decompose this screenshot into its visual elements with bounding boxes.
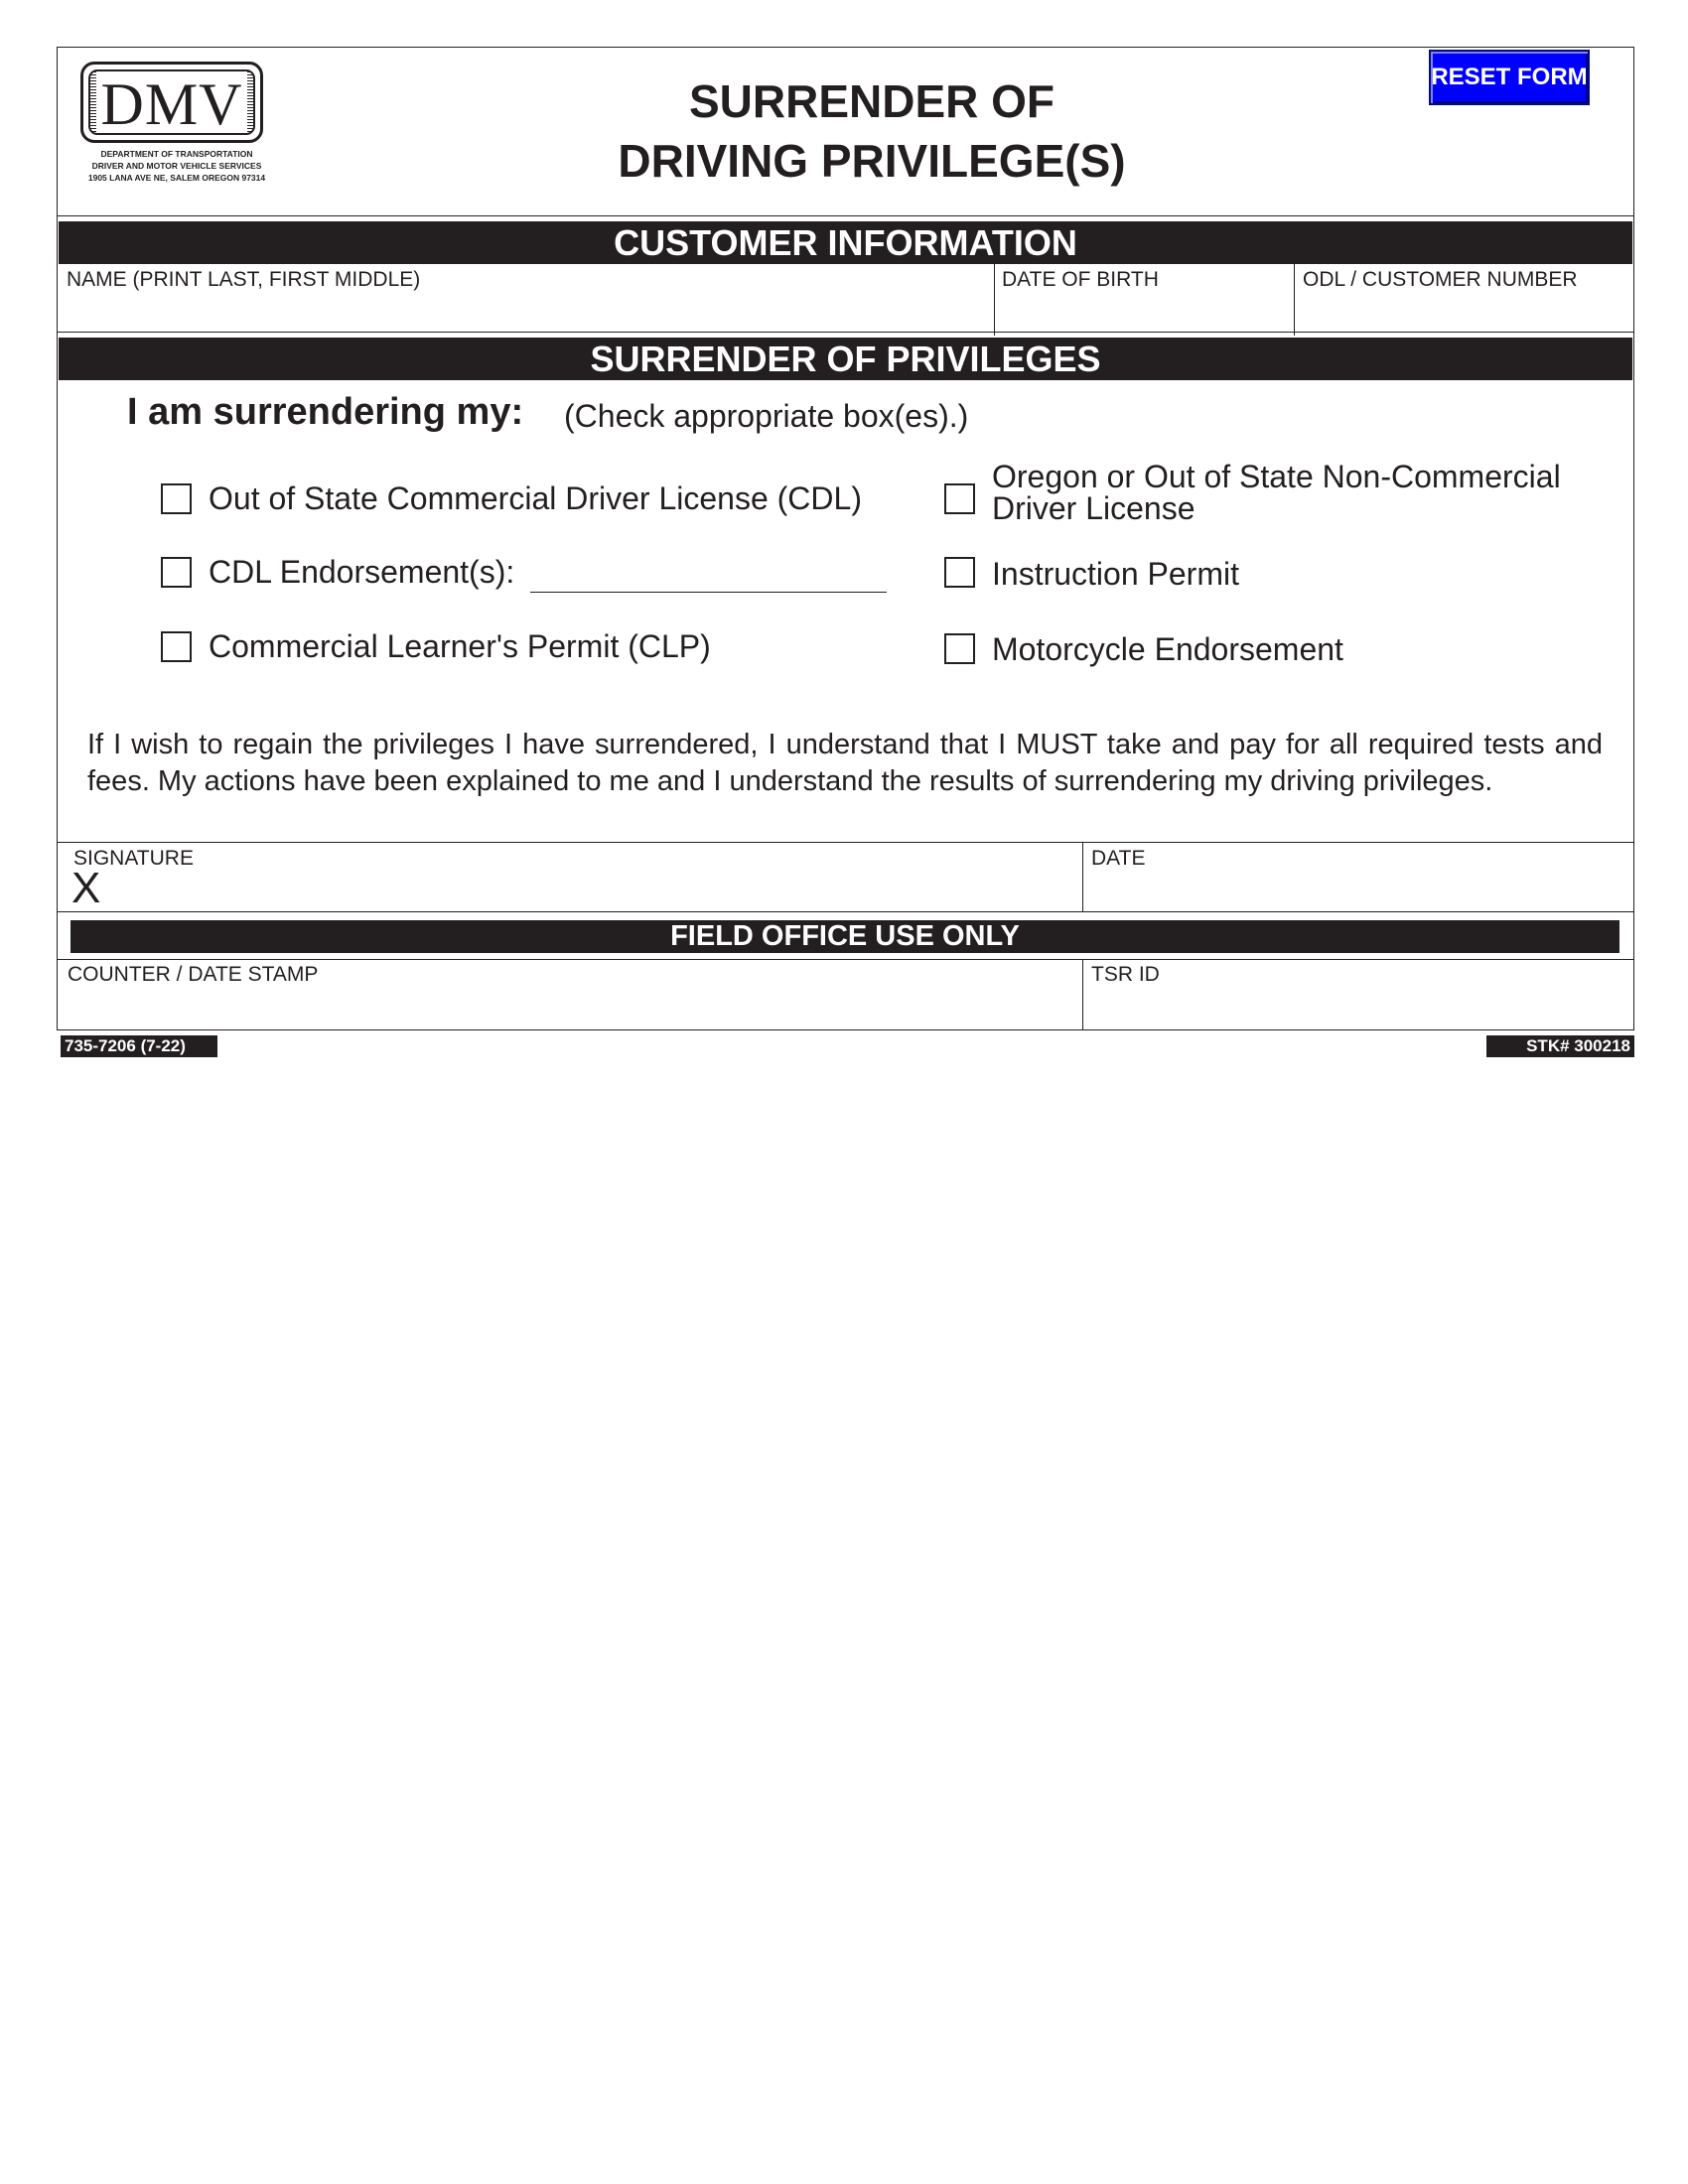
date-of-birth-label: DATE OF BIRTH <box>1002 268 1159 291</box>
acknowledgement-statement: If I wish to regain the privileges I have surrendered, I understand that I MUST take and pay for all required tests and fees. My actions have been explained to me and I understand the results of surrendering my driving privileges. <box>87 729 1603 797</box>
dmv-logo <box>80 62 263 143</box>
divider <box>58 332 1633 333</box>
reset-form-button[interactable]: RESET FORM <box>1429 50 1590 105</box>
non-commercial-license-option-label <box>992 461 1561 524</box>
title-line-2: DRIVING PRIVILEGE(S) <box>618 135 1126 187</box>
signature-label: SIGNATURE <box>73 847 194 870</box>
instruction-permit-checkbox[interactable] <box>944 557 975 588</box>
stock-number: STK# 300218 <box>1486 1035 1634 1057</box>
surrendering-lead: I am surrendering my: <box>127 391 524 433</box>
dept-line-1: DEPARTMENT OF TRANSPORTATION <box>100 149 253 159</box>
cdl-endorsement-checkbox[interactable] <box>161 557 192 588</box>
dept-line-3: 1905 LANA AVE NE, SALEM OREGON 97314 <box>87 173 266 183</box>
surrender-of-privileges-heading: SURRENDER OF PRIVILEGES <box>59 338 1632 380</box>
divider <box>1082 959 1083 1029</box>
signature-x-mark: X <box>71 864 101 912</box>
motorcycle-endorsement-option-label: Motorcycle Endorsement <box>992 631 1343 667</box>
field-office-use-only-heading: FIELD OFFICE USE ONLY <box>70 920 1619 953</box>
dept-line-2: DRIVER AND MOTOR VEHICLE SERVICES <box>91 161 262 171</box>
page-title <box>475 71 1269 191</box>
non-commercial-license-checkbox[interactable] <box>944 483 975 514</box>
non-commercial-license-label-line-2: Driver License <box>992 490 1196 526</box>
name-field[interactable] <box>64 292 987 332</box>
customer-information-heading: CUSTOMER INFORMATION <box>59 221 1632 264</box>
divider <box>994 264 995 336</box>
form-number: 735-7206 (7-22) <box>61 1035 217 1057</box>
instruction-permit-option-label: Instruction Permit <box>992 556 1239 592</box>
divider <box>1082 842 1083 911</box>
divider <box>58 911 1633 912</box>
name-label: NAME (PRINT LAST, FIRST MIDDLE) <box>67 268 421 291</box>
check-instruction: (Check appropriate box(es).) <box>564 398 969 434</box>
motorcycle-endorsement-checkbox[interactable] <box>944 633 975 664</box>
odl-customer-number-label: ODL / CUSTOMER NUMBER <box>1303 268 1578 291</box>
cdl-endorsement-input[interactable] <box>530 556 887 593</box>
cdl-endorsement-option-label: CDL Endorsement(s): <box>209 554 515 590</box>
date-field[interactable] <box>1088 872 1624 909</box>
dmv-logo-text: DMV <box>96 71 246 135</box>
tsr-id-field[interactable] <box>1088 987 1624 1024</box>
clp-option-label: Commercial Learner's Permit (CLP) <box>209 628 711 664</box>
divider <box>58 959 1633 960</box>
odl-customer-number-field[interactable] <box>1299 292 1626 332</box>
date-of-birth-field[interactable] <box>999 292 1292 332</box>
divider <box>58 215 1633 216</box>
clp-checkbox[interactable] <box>161 631 192 662</box>
date-label: DATE <box>1091 847 1146 870</box>
divider <box>58 842 1633 843</box>
non-commercial-license-label-line-1: Oregon or Out of State Non-Commercial <box>992 459 1561 494</box>
form-frame <box>57 47 1634 1030</box>
title-line-1: SURRENDER OF <box>688 75 1055 127</box>
tsr-id-label: TSR ID <box>1091 963 1160 986</box>
cdl-checkbox[interactable] <box>161 483 192 514</box>
cdl-option-label: Out of State Commercial Driver License (CDL) <box>209 480 862 516</box>
signature-field[interactable] <box>117 870 1070 909</box>
counter-date-stamp-label: COUNTER / DATE STAMP <box>68 963 319 986</box>
divider <box>1294 264 1295 336</box>
